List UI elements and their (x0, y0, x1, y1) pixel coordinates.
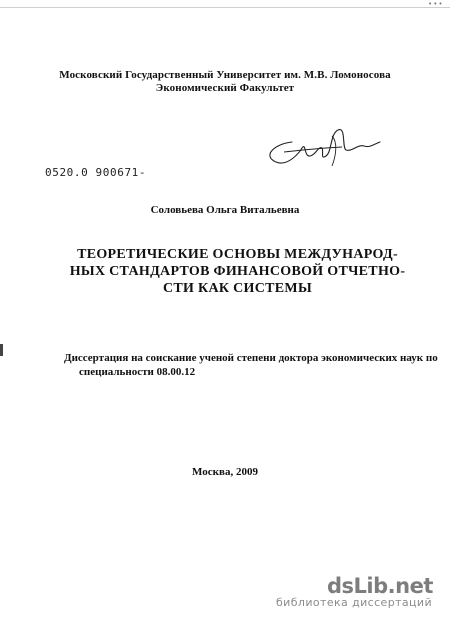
title-line: ТЕОРЕТИЧЕСКИЕ ОСНОВЫ МЕЖДУНАРОД- (77, 247, 398, 262)
author-name: Соловьева Ольга Витальевна (150, 204, 300, 216)
degree-statement (64, 351, 438, 379)
place-year: Москва, 2009 (192, 466, 258, 478)
scan-edge-line (0, 7, 450, 8)
archive-code: 0520.0 900671- (45, 166, 147, 179)
title-line: СТИ КАК СИСТЕМЫ (163, 281, 312, 296)
degree-line: специальности 08.00.12 (79, 366, 196, 378)
watermark-subtitle: библиотека диссертаций (276, 596, 433, 609)
watermark-logo: dsLib.net (327, 574, 433, 598)
degree-line: Диссертация на соискание ученой степени доктора экономических наук по (64, 352, 438, 364)
faculty-name: Экономический Факультет (155, 82, 295, 94)
signature-icon (262, 122, 382, 172)
university-name: Московский Государственный Университет им. М.В. Ломоносова (59, 69, 391, 81)
title-line: НЫХ СТАНДАРТОВ ФИНАНСОВОЙ ОТЧЕТНО- (69, 264, 406, 279)
scan-corner-marks: ••• (428, 0, 444, 8)
scan-margin-mark (0, 344, 3, 356)
dissertation-title (55, 246, 420, 297)
